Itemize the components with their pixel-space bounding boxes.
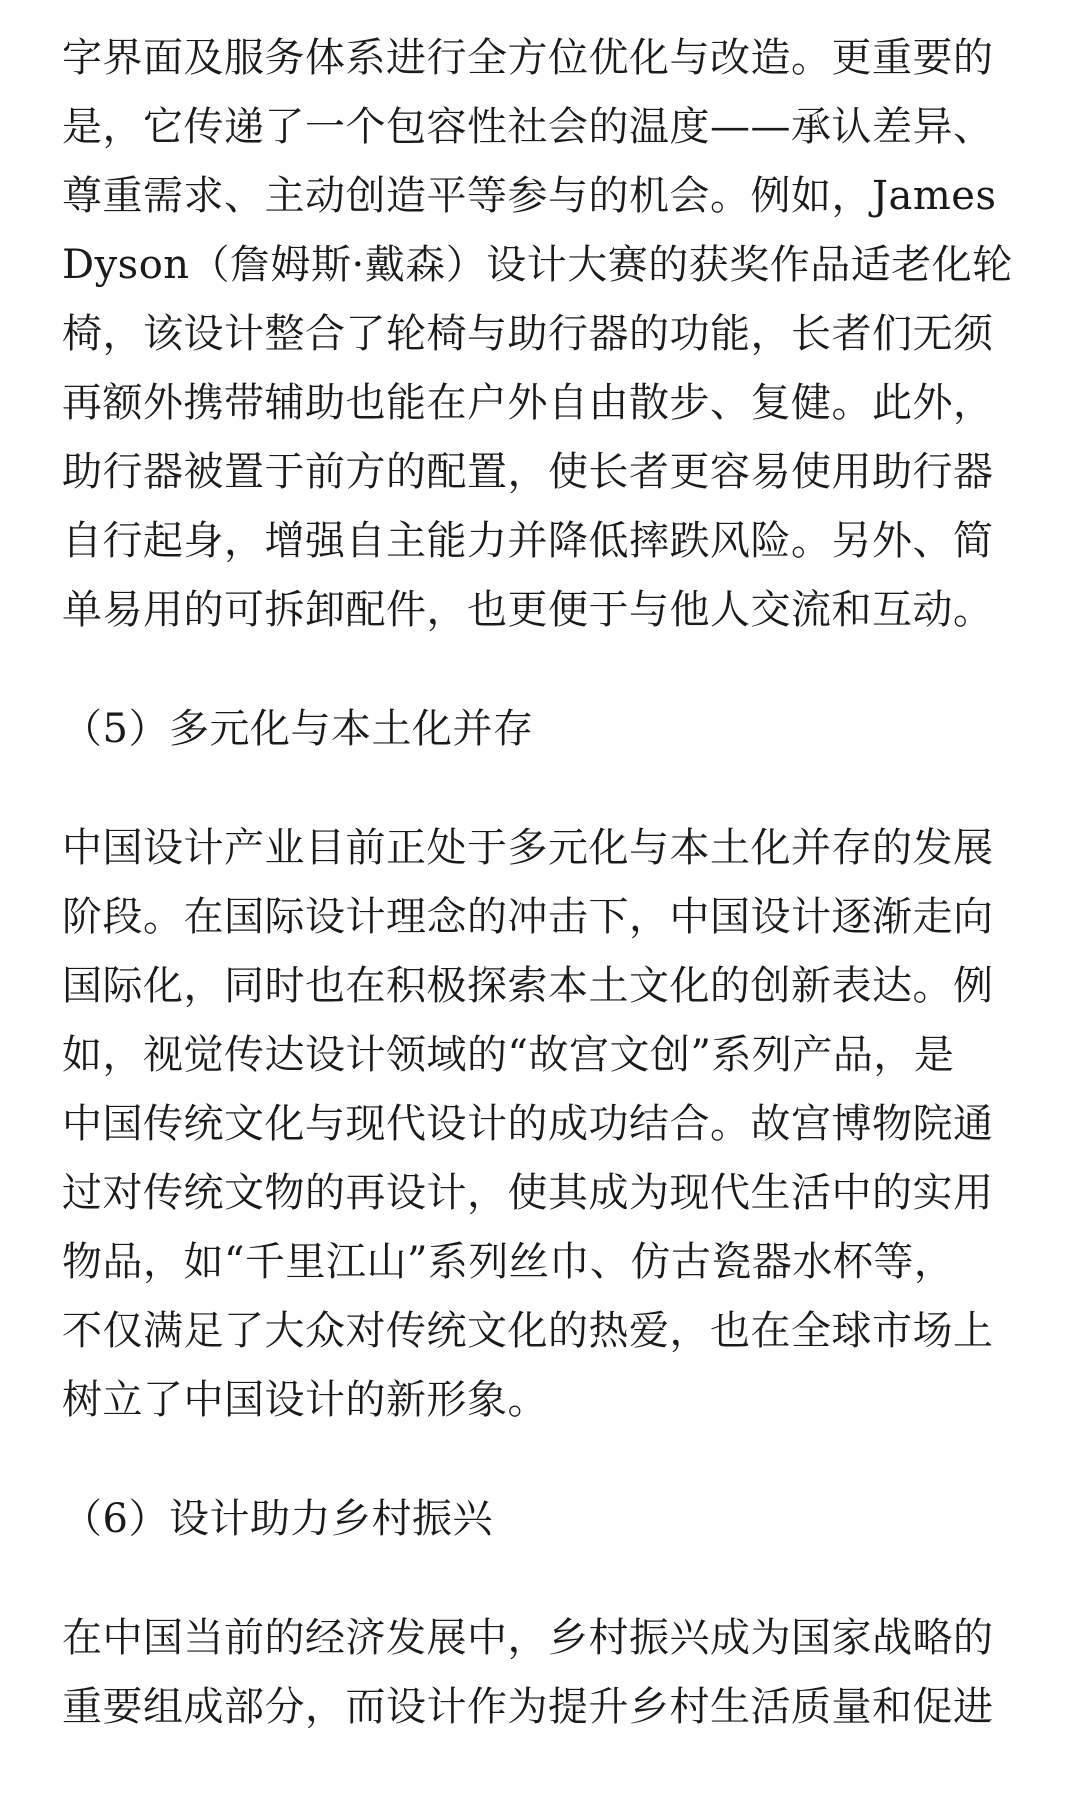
text-line: 椅，该设计整合了轮椅与助行器的功能，长者们无须 <box>62 311 994 357</box>
text-line: 字界面及服务体系进行全方位优化与改造。更重要的 <box>62 35 994 81</box>
text-line: 自行起身，增强自主能力并降低摔跌风险。另外、简 <box>62 518 994 564</box>
text-line: 中国传统文化与现代设计的成功结合。故宫博物院通 <box>62 1101 994 1147</box>
text-line: 国际化，同时也在积极探索本土文化的创新表达。例 <box>62 963 994 1009</box>
text-line: 尊重需求、主动创造平等参与的机会。例如，James <box>62 173 997 219</box>
article-body <box>62 24 1022 1742</box>
text-line: Dyson（詹姆斯·戴森）设计大赛的获奖作品适老化轮 <box>62 242 1013 288</box>
paragraph-diversification-localization <box>62 814 1022 1435</box>
paragraph-accessibility-design <box>62 24 1022 645</box>
heading-text: （5）多元化与本土化并存 <box>62 706 534 752</box>
text-line: 阶段。在国际设计理念的冲击下，中国设计逐渐走向 <box>62 894 994 940</box>
text-line: 重要组成部分，而设计作为提升乡村生活质量和促进 <box>62 1684 994 1730</box>
text-line: 不仅满足了大众对传统文化的热爱，也在全球市场上 <box>62 1308 994 1354</box>
text-line: 如，视觉传达设计领域的“故宫文创”系列产品，是 <box>62 1032 955 1078</box>
text-line: 中国设计产业目前正处于多元化与本土化并存的发展 <box>62 825 994 871</box>
text-line: 树立了中国设计的新形象。 <box>62 1377 548 1423</box>
section-heading-5 <box>62 695 1022 764</box>
text-line: 物品，如“千里江山”系列丝巾、仿古瓷器水杯等， <box>62 1239 955 1285</box>
text-line: 在中国当前的经济发展中，乡村振兴成为国家战略的 <box>62 1615 994 1661</box>
text-line: 再额外携带辅助也能在户外自由散步、复健。此外， <box>62 380 994 426</box>
heading-text: （6）设计助力乡村振兴 <box>62 1496 493 1542</box>
text-line: 单易用的可拆卸配件，也更便于与他人交流和互动。 <box>62 587 994 633</box>
text-line: 助行器被置于前方的配置，使长者更容易使用助行器 <box>62 449 994 495</box>
text-line: 过对传统文物的再设计，使其成为现代生活中的实用 <box>62 1170 994 1216</box>
paragraph-rural-revitalization <box>62 1604 1022 1742</box>
text-line: 是，它传递了一个包容性社会的温度——承认差异、 <box>62 104 994 150</box>
section-heading-6 <box>62 1485 1022 1554</box>
